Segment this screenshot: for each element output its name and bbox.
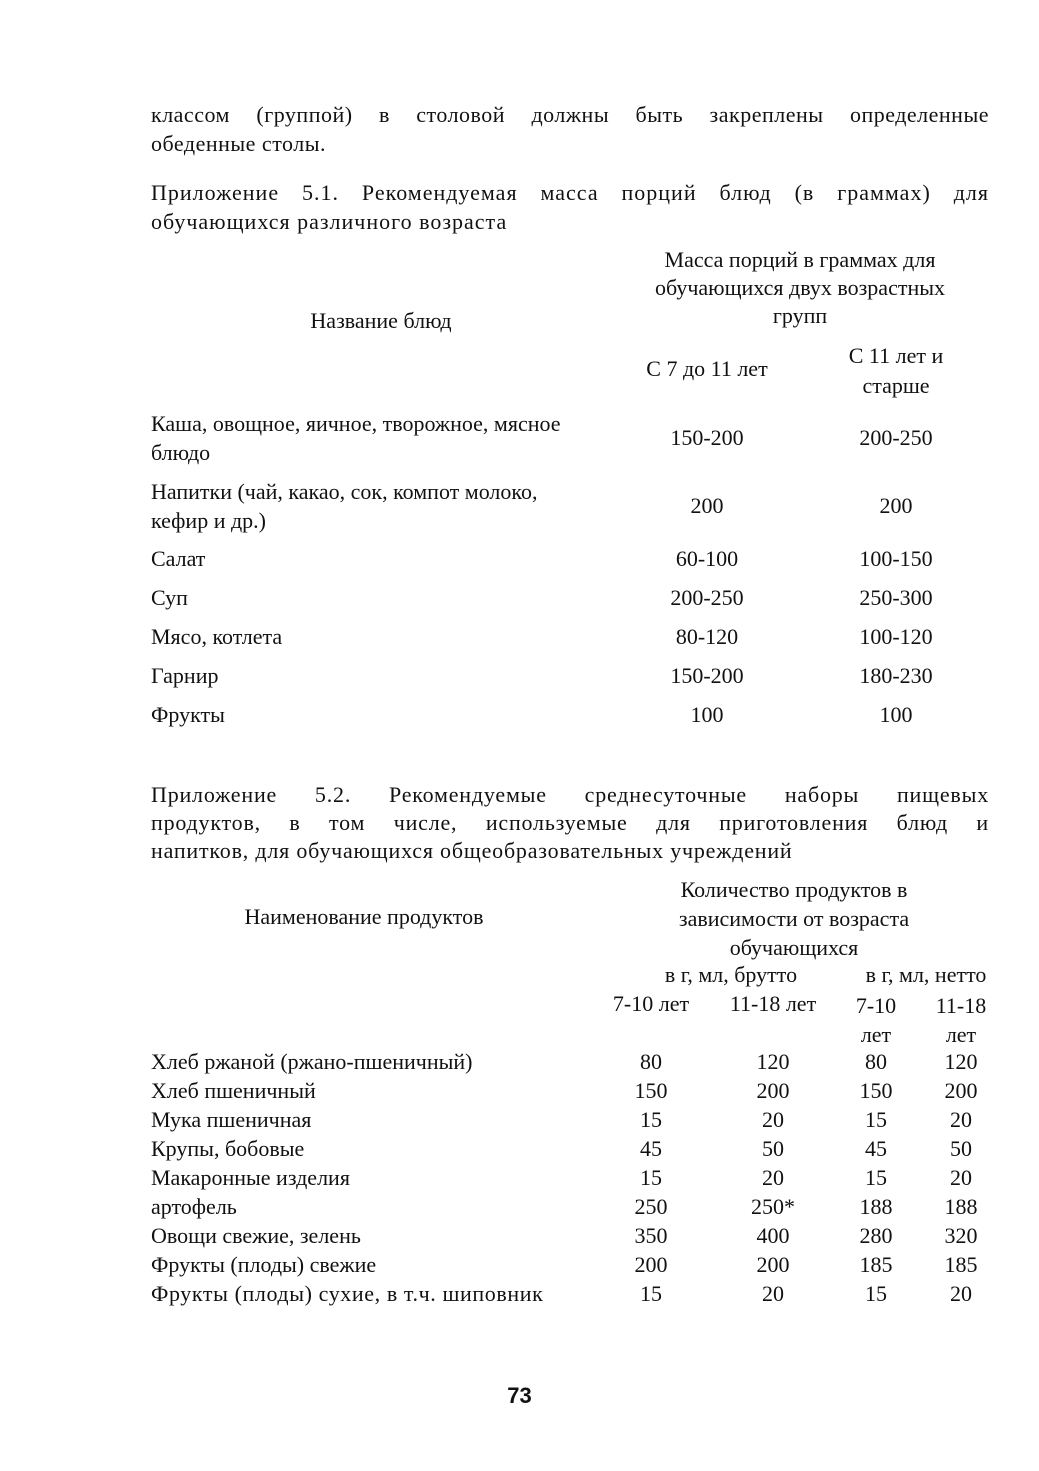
net-age-line: лет [945, 1022, 977, 1047]
gross-header: в г, мл, брутто [664, 962, 798, 987]
portion-value-cell: 150-200 [670, 663, 744, 688]
quantity-value-cell: 45 [865, 1136, 887, 1161]
quantity-value-cell: 20 [762, 1165, 784, 1190]
portion-value-cell: 100 [690, 702, 724, 727]
portion-value-cell: 60-100 [675, 546, 739, 571]
product-name-cell: Мука пшеничная [151, 1107, 312, 1132]
quantity-value-cell: 50 [950, 1136, 972, 1161]
dish-name-cell [151, 661, 218, 690]
dish-name-line: кефир и др.) [151, 508, 266, 533]
age-7-11-header: С 7 до 11 лет [646, 356, 768, 381]
portion-value-cell: 200-250 [670, 585, 744, 610]
dish-name-line: Гарнир [151, 663, 219, 688]
appendix1-title [151, 178, 989, 236]
intro-line: классом (группой) в столовой должны быть закреплены определенные [151, 102, 989, 127]
quantity-value-cell: 400 [756, 1223, 790, 1248]
product-name-cell: Крупы, бобовые [151, 1136, 305, 1161]
quantity-value-cell: 185 [859, 1252, 893, 1277]
portion-value-cell: 250-300 [859, 585, 933, 610]
quantity-value-cell: 250 [634, 1194, 668, 1219]
product-name-cell: Фрукты (плоды) свежие [151, 1252, 377, 1277]
dish-name-line: Напитки (чай, какао, сок, компот молоко, [151, 479, 538, 504]
quantity-value-cell: 200 [634, 1252, 668, 1277]
dish-name-line: Фрукты [151, 702, 225, 727]
quantity-value-cell: 15 [640, 1281, 662, 1306]
quantity-value-cell: 250* [751, 1194, 795, 1219]
quantity-header-line: зависимости от возраста [678, 906, 910, 931]
net-age-line: лет [860, 1022, 892, 1047]
mass-header [611, 246, 989, 330]
dish-name-line: блюдо [151, 440, 211, 465]
product-name-cell: Хлеб ржаной (ржано-пшеничный) [151, 1049, 473, 1074]
quantity-value-cell: 20 [950, 1107, 972, 1132]
quantity-value-cell: 15 [865, 1281, 887, 1306]
quantity-value-cell: 15 [640, 1107, 662, 1132]
appendix2-title-line: Приложение 5.2. Рекомендуемые среднесуточные наборы пищевых [151, 782, 989, 807]
portion-value-cell: 200 [690, 493, 724, 518]
quantity-value-cell: 188 [944, 1194, 978, 1219]
net-age-11-18 [921, 991, 1001, 1049]
portion-value-cell: 80-120 [675, 624, 739, 649]
dish-name-cell [151, 583, 188, 612]
dish-name-cell [151, 544, 205, 573]
dish-name-line: Салат [151, 546, 206, 571]
product-name-header: Наименование продуктов [244, 904, 484, 929]
product-name-cell: Фрукты (плоды) сухие, в т.ч. шиповник [151, 1281, 544, 1306]
product-name-cell: Макаронные изделия [151, 1165, 350, 1190]
gross-age-7-10: 7-10 лет [612, 991, 690, 1016]
quantity-value-cell: 150 [634, 1078, 668, 1103]
quantity-value-cell: 150 [859, 1078, 893, 1103]
quantity-header-line: обучающихся [729, 935, 859, 960]
quantity-header-line: Количество продуктов в [680, 877, 908, 902]
age-11-plus-line: старше [862, 373, 930, 398]
quantity-value-cell: 20 [762, 1281, 784, 1306]
quantity-value-cell: 15 [640, 1165, 662, 1190]
intro-paragraph [151, 100, 989, 158]
net-age-line: 11-18 [935, 993, 987, 1018]
quantity-value-cell: 320 [944, 1223, 978, 1248]
mass-header-line: Масса порций в граммах для [664, 247, 936, 272]
dish-name-cell [151, 477, 537, 535]
product-name-cell: артофель [151, 1194, 237, 1219]
dish-name-line: Мясо, котлета [151, 624, 283, 649]
portion-value-cell: 200 [879, 493, 913, 518]
quantity-value-cell: 45 [640, 1136, 662, 1161]
portion-value-cell: 100-120 [859, 624, 933, 649]
quantity-header [611, 875, 977, 962]
quantity-value-cell: 185 [944, 1252, 978, 1277]
mass-header-line: обучающихся двух возрастных [654, 275, 946, 300]
appendix1-title-line: Приложение 5.1. Рекомендуемая масса порций блюд (в граммах) для [151, 180, 989, 205]
product-name-cell: Овощи свежие, зелень [151, 1223, 361, 1248]
dish-name-header: Название блюд [310, 308, 452, 333]
appendix2-title-line: напитков, для обучающихся общеобразовательных учреждений [151, 838, 793, 863]
dish-name-line: Суп [151, 585, 188, 610]
document-page [151, 0, 989, 1471]
quantity-value-cell: 200 [756, 1252, 790, 1277]
quantity-value-cell: 280 [859, 1223, 893, 1248]
appendix2-title-line: продуктов, в том числе, используемые для приготовления блюд и [151, 810, 989, 835]
portion-value-cell: 100 [879, 702, 913, 727]
quantity-value-cell: 20 [950, 1165, 972, 1190]
quantity-value-cell: 20 [762, 1107, 784, 1132]
portion-value-cell: 180-230 [859, 663, 933, 688]
quantity-value-cell: 15 [865, 1107, 887, 1132]
quantity-value-cell: 188 [859, 1194, 893, 1219]
product-name-cell: Хлеб пшеничный [151, 1078, 316, 1103]
quantity-value-cell: 120 [944, 1049, 978, 1074]
page-number: 73 [507, 1383, 532, 1408]
quantity-value-cell: 50 [762, 1136, 784, 1161]
net-age-7-10 [836, 991, 916, 1049]
portion-value-cell: 200-250 [859, 425, 933, 450]
dish-name-cell [151, 622, 282, 651]
appendix1-title-line: обучающихся различного возраста [151, 209, 508, 234]
quantity-value-cell: 200 [756, 1078, 790, 1103]
quantity-value-cell: 15 [865, 1165, 887, 1190]
age-11-plus-line: С 11 лет и [848, 343, 944, 368]
quantity-value-cell: 350 [634, 1223, 668, 1248]
portion-value-cell: 100-150 [859, 546, 933, 571]
intro-line: обеденные столы. [151, 131, 326, 156]
quantity-value-cell: 80 [865, 1049, 887, 1074]
dish-name-line: Каша, овощное, яичное, творожное, мясное [151, 411, 561, 436]
net-header: в г, мл, нетто [865, 962, 987, 987]
quantity-value-cell: 20 [950, 1281, 972, 1306]
net-age-line: 7-10 [855, 993, 897, 1018]
dish-name-cell [151, 409, 561, 467]
portion-value-cell: 150-200 [670, 425, 744, 450]
quantity-value-cell: 200 [944, 1078, 978, 1103]
dish-name-cell [151, 700, 225, 729]
mass-header-line: групп [772, 303, 828, 328]
appendix2-title [151, 781, 989, 865]
quantity-value-cell: 120 [756, 1049, 790, 1074]
quantity-value-cell: 80 [640, 1049, 662, 1074]
gross-age-11-18: 11-18 лет [729, 991, 817, 1016]
age-11-plus-header [803, 341, 989, 401]
